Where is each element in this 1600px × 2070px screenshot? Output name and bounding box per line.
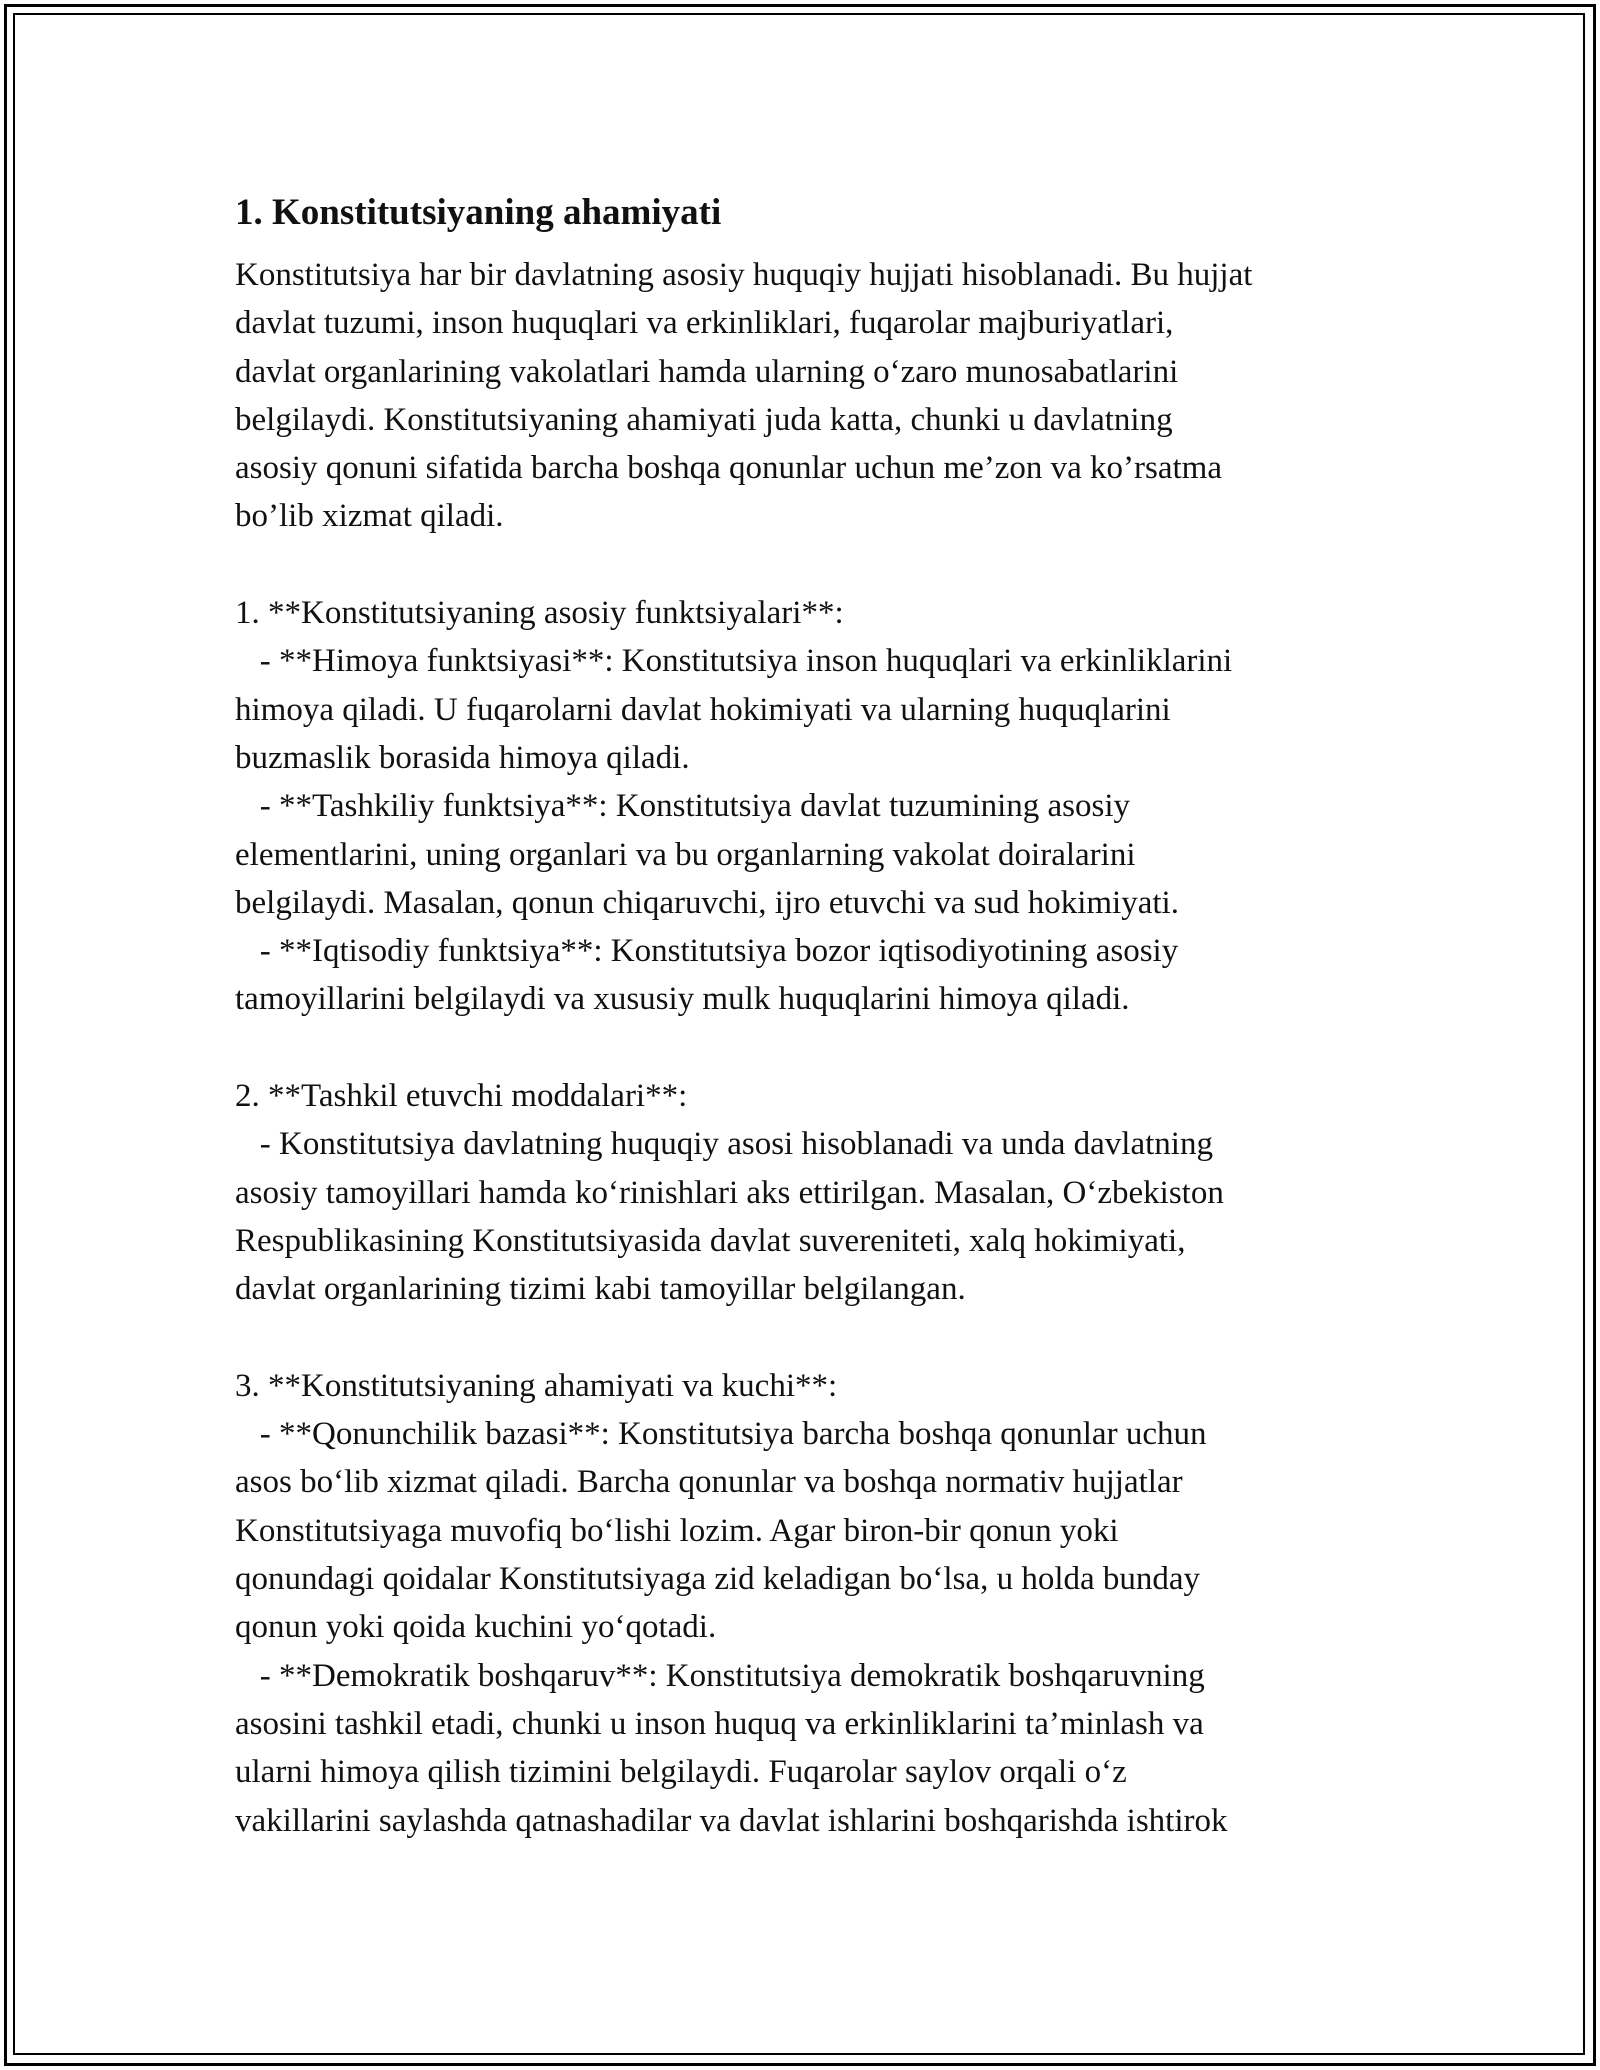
text-line: Konstitutsiyaga muvofiq bo‘lishi lozim. Agar biron-bir qonun yoki [235,1512,1119,1549]
text-line: asosini tashkil etadi, chunki u inson huquq va erkinliklarini ta’minlash va [235,1705,1204,1742]
text-line: qonun yoki qoida kuchini yo‘qotadi. [235,1609,717,1646]
text-line: elementlarini, uning organlari va bu organlarning vakolat doiralarini [235,836,1136,873]
blank-line [235,1024,1395,1072]
text-line: bo’lib xizmat qiladi. [235,498,504,535]
text-line: - **Iqtisodiy funktsiya**: Konstitutsiya bozor iqtisodiyotining asosiy [235,933,1179,970]
text-line: 1. **Konstitutsiyaning asosiy funktsiyalari**: [235,595,844,632]
blank-line [235,1314,1395,1362]
text-line: asosiy tamoyillari hamda ko‘rinishlari aks ettirilgan. Masalan, O‘zbekiston [235,1174,1224,1211]
document-text [235,251,1395,1845]
text-line: vakillarini saylashda qatnashadilar va davlat ishlarini boshqarishda ishtirok [235,1802,1228,1839]
text-line: tamoyillarini belgilaydi va xususiy mulk huquqlarini himoya qiladi. [235,981,1130,1018]
text-line: - Konstitutsiya davlatning huquqiy asosi hisoblanadi va unda davlatning [235,1126,1213,1163]
document-body [235,187,1395,1845]
text-line: belgilaydi. Masalan, qonun chiqaruvchi, ijro etuvchi va sud hokimiyati. [235,884,1179,921]
text-line: - **Tashkiliy funktsiya**: Konstitutsiya davlat tuzumining asosiy [235,788,1131,825]
text-line: - **Qonunchilik bazasi**: Konstitutsiya barcha boshqa qonunlar uchun [235,1416,1207,1453]
text-line: qonundagi qoidalar Konstitutsiyaga zid keladigan bo‘lsa, u holda bunday [235,1561,1201,1598]
text-line: - **Demokratik boshqaruv**: Konstitutsiya demokratik boshqaruvning [235,1657,1205,1694]
text-line: - **Himoya funktsiyasi**: Konstitutsiya inson huquqlari va erkinliklarini [235,643,1233,680]
text-line: Respublikasining Konstitutsiyasida davlat suvereniteti, xalq hokimiyati, [235,1222,1186,1259]
text-line: belgilaydi. Konstitutsiyaning ahamiyati juda katta, chunki u davlatning [235,401,1173,438]
text-line: ularni himoya qilish tizimini belgilaydi. Fuqarolar saylov orqali o‘z [235,1754,1127,1791]
text-line: himoya qiladi. U fuqarolarni davlat hokimiyati va ularning huquqlarini [235,691,1171,728]
blank-line [235,541,1395,589]
text-line: davlat organlarining tizimi kabi tamoyillar belgilangan. [235,1271,966,1308]
text-line: 3. **Konstitutsiyaning ahamiyati va kuchi**: [235,1367,838,1404]
text-line: davlat tuzumi, inson huquqlari va erkinliklari, fuqarolar majburiyatlari, [235,305,1174,342]
text-line: Konstitutsiya har bir davlatning asosiy huquqiy hujjati hisoblanadi. Bu hujjat [235,257,1253,293]
text-line: davlat organlarining vakolatlari hamda ularning o‘zaro munosabatlarini [235,353,1179,390]
text-line: asos bo‘lib xizmat qiladi. Barcha qonunlar va boshqa normativ hujjatlar [235,1464,1183,1501]
text-line: asosiy qonuni sifatida barcha boshqa qonunlar uchun me’zon va ko’rsatma [235,450,1222,487]
text-line: 2. **Tashkil etuvchi moddalari**: [235,1078,688,1115]
text-line: buzmaslik borasida himoya qiladi. [235,739,690,776]
document-heading: 1. Konstitutsiyaning ahamiyati [235,192,722,233]
